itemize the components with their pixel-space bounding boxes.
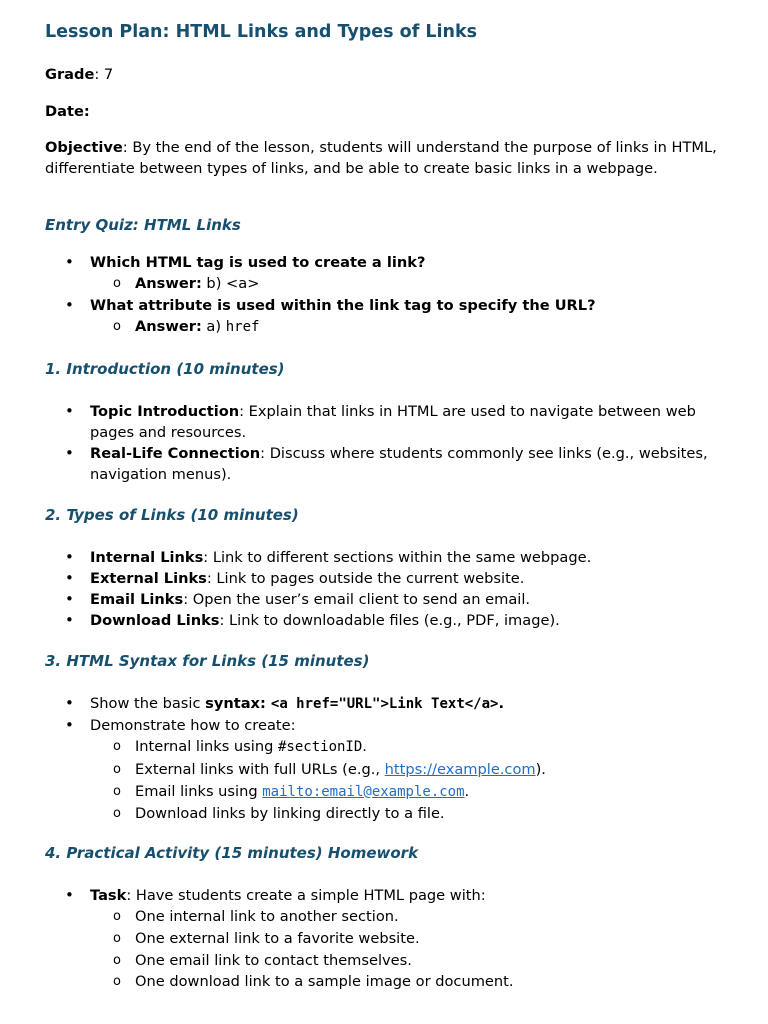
item-label: Topic Introduction [90, 403, 240, 420]
objective-text: : By the end of the lesson, students will understand the purpose of links in HTML, differentiate between types of links, and be able to create basic links in a webpage. [45, 139, 717, 177]
intro-heading: 1. Introduction (10 minutes) [45, 360, 285, 378]
item-label: Real-Life Connection [90, 445, 261, 462]
list-item [45, 693, 735, 715]
item-text: : Link to pages outside the current website. [206, 570, 525, 587]
item-text: : Link to downloadable files (e.g., PDF, image). [219, 612, 560, 629]
sub-item [90, 736, 735, 759]
list-item [45, 885, 735, 993]
answer-label: Answer: [135, 317, 202, 335]
objective-label: Objective [45, 139, 123, 156]
sub-end: ). [535, 760, 546, 778]
sub-item: o One email link to contact themselves. [90, 950, 735, 972]
sub-item [90, 803, 735, 825]
syntax-intro-text: Show the basic [90, 695, 206, 712]
types-list [45, 547, 735, 631]
intro-list [45, 401, 735, 485]
sub-end: . [362, 738, 367, 755]
item-text: : Discuss where students commonly see links (e.g., websites, navigation menus). [90, 445, 708, 483]
quiz-question [45, 252, 735, 295]
quiz-answer [90, 273, 735, 295]
sub-end: . [464, 782, 470, 800]
item-label: Email Links [90, 591, 184, 608]
demo-sublist [90, 736, 735, 825]
demo-text: Demonstrate how to create: [90, 717, 296, 734]
task-label: Task [90, 887, 127, 904]
sub-text: External links with full URLs (e.g., [135, 760, 385, 778]
types-heading: 2. Types of Links (10 minutes) [45, 506, 299, 524]
syntax-heading: 3. HTML Syntax for Links (15 minutes) [45, 652, 370, 670]
activity-heading: 4. Practical Activity (15 minutes) Homework [45, 844, 419, 862]
answer-text: b) <a> [201, 275, 260, 292]
objective-paragraph [45, 137, 735, 179]
list-item [45, 589, 735, 610]
answer-label: Answer: [135, 275, 202, 292]
date-line [45, 101, 90, 122]
item-text: : Link to different sections within the same webpage. [203, 549, 592, 566]
syntax-bold-label: syntax: [205, 695, 271, 712]
answer-prefix: a) [201, 317, 226, 335]
sub-item: o One download link to a sample image or document. [90, 971, 735, 993]
quiz-question-text: What attribute is used within the link tag to specify the URL? [90, 296, 596, 314]
list-item [45, 401, 735, 443]
quiz-heading: Entry Quiz: HTML Links [45, 216, 241, 234]
grade-line [45, 64, 113, 85]
syntax-end: . [498, 695, 505, 712]
page-title: Lesson Plan: HTML Links and Types of Links [45, 22, 478, 42]
item-text: : Open the user’s email client to send an email. [183, 591, 531, 608]
answer-code: href [225, 318, 260, 335]
list-item [45, 568, 735, 589]
item-label: Download Links [90, 612, 220, 629]
sub-item: o One external link to a favorite website. [90, 928, 735, 950]
date-label: Date: [45, 103, 90, 120]
syntax-code: <a href="URL">Link Text</a> [270, 696, 499, 712]
syntax-list [45, 693, 735, 825]
example-url-link[interactable]: https://example.com [384, 760, 536, 778]
item-text: : Explain that links in HTML are used to navigate between web pages and resources. [90, 403, 696, 441]
sub-code: #sectionID [278, 739, 363, 755]
sub-text: Internal links using [135, 738, 278, 755]
list-item [45, 443, 735, 485]
list-item [45, 715, 735, 825]
sub-text: Download links by linking directly to a file. [135, 805, 445, 823]
sub-item [90, 781, 735, 804]
quiz-answer-list [90, 316, 735, 339]
quiz-answer-list [90, 273, 735, 295]
task-text: : Have students create a simple HTML page with: [126, 887, 486, 904]
grade-value: : 7 [94, 66, 114, 83]
list-item [45, 610, 735, 631]
sub-item [90, 759, 735, 781]
mailto-link[interactable] [262, 783, 464, 800]
quiz-question [45, 295, 735, 339]
list-item [45, 547, 735, 568]
mailto-link-text[interactable]: mailto:email@example.com [262, 783, 465, 800]
item-label: Internal Links [90, 549, 204, 566]
activity-list [45, 885, 735, 993]
quiz-list [45, 252, 735, 339]
sub-text: Email links using [135, 782, 263, 800]
grade-label: Grade [45, 66, 95, 83]
quiz-question-text: Which HTML tag is used to create a link? [90, 254, 426, 271]
quiz-answer [90, 316, 735, 339]
task-sublist [90, 906, 735, 993]
sub-item: o One internal link to another section. [90, 906, 735, 928]
item-label: External Links [90, 570, 207, 587]
